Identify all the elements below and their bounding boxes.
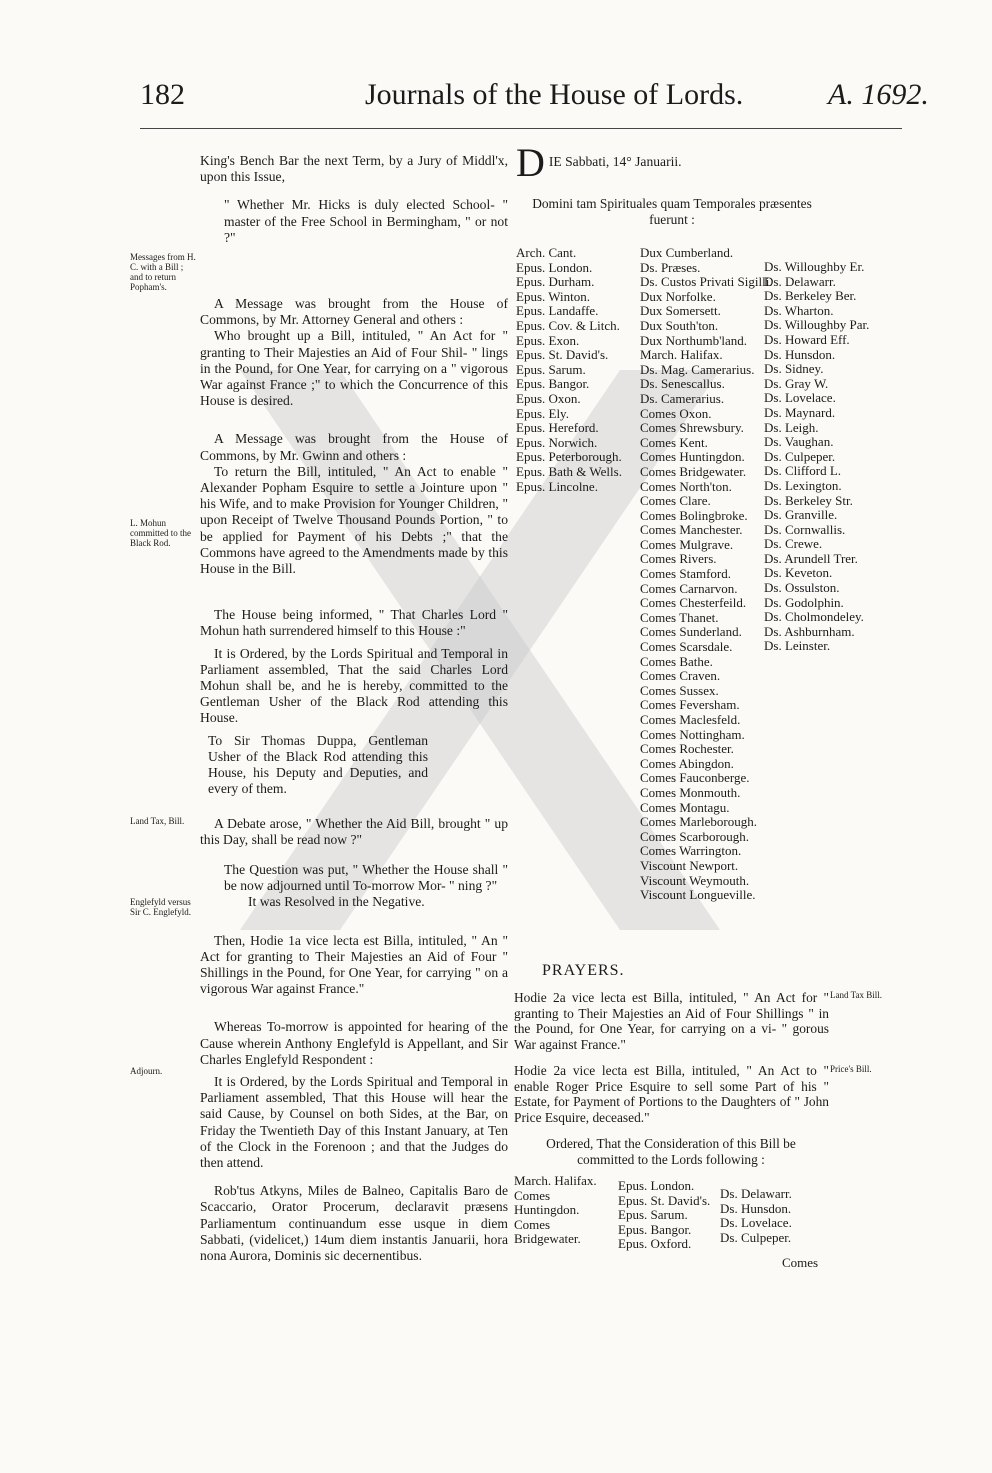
list-item: Comes Mulgrave.: [640, 536, 734, 552]
date-line: IE Sabbati, 14° Januarii.: [548, 154, 682, 169]
list-item: Ds. Wharton.: [764, 302, 834, 318]
paragraph: A Message was brought from the House of Commons, by Mr. Gwinn and others :: [200, 431, 508, 463]
bishops-list: [516, 246, 622, 494]
list-item: Comes Rochester.: [640, 741, 734, 757]
list-item: Epus. London.: [618, 1178, 695, 1193]
list-item: Ds. Delawarr.: [764, 273, 836, 289]
list-item: Comes Monmouth.: [640, 784, 741, 800]
list-item: Ds. Delawarr.: [720, 1186, 792, 1201]
margin-note-land-tax: Land Tax, Bill.: [130, 816, 185, 826]
list-item: Ds. Vaughan.: [764, 434, 834, 450]
list-item: Comes Abingdon.: [640, 755, 734, 771]
page-year: A. 1692.: [828, 78, 929, 111]
page-title: Journals of the House of Lords.: [365, 78, 744, 111]
list-item: Epus. Exon.: [516, 332, 580, 348]
list-item: Ds. Camerarius.: [640, 390, 725, 406]
list-item: Epus. Ely.: [516, 405, 569, 421]
list-item: Ds. Leinster.: [764, 638, 831, 654]
list-item: Ds. Leigh.: [764, 419, 819, 435]
list-item: Comes Kent.: [640, 434, 708, 450]
list-item: Epus. Cov. & Litch.: [516, 317, 620, 333]
paragraph: To Sir Thomas Duppa, Gentleman Usher of the Black Rod attending this House, his Deputy and Deputies, and every of them.: [208, 732, 428, 797]
list-item: Ds. Cornwallis.: [764, 521, 846, 537]
list-item: Epus. Durham.: [516, 274, 595, 290]
margin-note-mohun: L. Mohun committed to the Black Rod.: [130, 518, 191, 548]
list-item: Comes Bathe.: [640, 653, 713, 669]
list-item: Dux Norfolke.: [640, 288, 716, 304]
list-item: Epus. Bangor.: [516, 376, 590, 392]
prayers-heading: PRAYERS.: [542, 962, 625, 979]
page-number: 182: [140, 78, 185, 111]
list-item: Ds. Culpeper.: [764, 448, 836, 464]
paragraph: The House being informed, " That Charles Lord " Mohun hath surrendered himself to this House :": [200, 607, 508, 639]
list-item: Ds. Granville.: [764, 507, 838, 523]
list-item: Epus. Oxford.: [618, 1236, 692, 1252]
paragraph: Whereas To-morrow is appointed for hearing of the Cause wherein Anthony Englefyld is Appellant, and Sir Charles Englefyld Respondent :: [200, 1019, 508, 1067]
paragraph: Hodie 2a vice lecta est Billa, intituled, " An Act for " granting to Their Majesties an Aid of Four Shillings " in the Pound, for One Year, for carrying on a vi- " gorous War against France.": [514, 990, 829, 1052]
paragraph: Rob'tus Atkyns, Miles de Balneo, Capitalis Baro de Scaccario, Orator Procerum, declaravit præsens Parliamentum continuandum esse usque in diem Sabbati, (videlicet,) 14um diem instantis Januarii, hora nona Aurora, Dominis sic decernentibus.: [200, 1183, 508, 1263]
list-item: Epus. Winton.: [516, 288, 590, 304]
list-item: Dux Cumberland.: [640, 245, 734, 260]
list-item: Viscount Weymouth.: [640, 872, 750, 888]
list-item: Viscount Newport.: [640, 857, 739, 873]
margin-note-adjourn: Adjourn.: [130, 1066, 163, 1076]
list-item: Ds. Keveton.: [764, 565, 833, 581]
paragraph: " Whether Mr. Hicks is duly elected School- " master of the Free School in Bermingham, " or not ?": [224, 197, 508, 245]
margin-note-messages: Messages from H. C. with a Bill ; and to return Popham's.: [130, 252, 196, 292]
paragraph: It is Ordered, by the Lords Spiritual and Temporal in Parliament assembled, That the said Charles Lord Mohun shall be, and he is hereby, committed to the Gentleman Usher of the Black Rod attending this House.: [200, 645, 508, 726]
list-item: Ds. Berkeley Str.: [764, 492, 853, 508]
list-item: Viscount Longueville.: [640, 887, 756, 903]
list-item: Comes Nottingham.: [640, 726, 745, 742]
list-item: March. Halifax.: [514, 1173, 597, 1188]
list-item: Ds. Custos Privati Sigilli.: [640, 274, 773, 290]
barons-list: [764, 260, 869, 654]
list-item: Epus. Lincolne.: [516, 478, 598, 494]
list-item: Ds. Culpeper.: [720, 1229, 792, 1245]
list-item: Epus. Bangor.: [618, 1221, 692, 1237]
list-item: Comes Rivers.: [640, 551, 717, 567]
paragraph: Hodie 2a vice lecta est Billa, intituled, " An Act to " enable Roger Price Esquire to sell some Part of his " Estate, for Payment of Portions to the Daughters of " John Price Esquire, deceased.": [514, 1063, 829, 1125]
committee-column-3: [720, 1187, 792, 1245]
committee-column-2: [618, 1179, 710, 1252]
list-item: Comes Manchester.: [640, 522, 743, 538]
list-item: Ds. Hunsdon.: [720, 1200, 792, 1216]
list-item: Comes Carnarvon.: [640, 580, 738, 596]
list-item: Ds. Maynard.: [764, 404, 836, 420]
list-item: Ds. Godolphin.: [764, 594, 844, 610]
list-item: Comes Feversham.: [640, 697, 740, 713]
list-item: Comes Scarsdale.: [640, 639, 733, 655]
list-item: Comes Scarborough.: [640, 828, 750, 844]
list-item: Ds. Ossulston.: [764, 580, 840, 596]
list-item: Ds. Lovelace.: [720, 1215, 792, 1231]
paragraph: The Question was put, " Whether the House shall " be now adjourned until To-morrow Mor- " ning ?": [224, 861, 508, 894]
list-item: Comes Craven.: [640, 668, 721, 684]
list-item: Comes Huntingdon.: [514, 1187, 580, 1218]
list-item: March. Halifax.: [640, 347, 723, 363]
list-item: Ds. Præses.: [640, 259, 701, 275]
margin-note-price-bill: Price's Bill.: [830, 1064, 872, 1074]
paragraph: To return the Bill, intituled, " An Act to enable " Alexander Popham Esquire to settle a Jointure upon " his Wife, and to make Provision for Younger Children, " upon Receipt of Twelve Thousand Pounds Portion, " to be applied for Payment of his Debts ;" that the Commons have agreed to the Amendments made by this House in the Bill.: [200, 463, 508, 577]
list-item: Ds. Howard Eff.: [764, 331, 850, 347]
left-column: [200, 153, 508, 1264]
list-item: Comes Bridgewater.: [514, 1216, 581, 1247]
list-item: Comes Shrewsbury.: [640, 420, 744, 436]
list-item: Comes Clare.: [640, 493, 711, 509]
paragraph: It is Ordered, by the Lords Spiritual and Temporal in Parliament assembled, That this House will hear the said Cause, by Counsel on both Sides, at the Bar, on Friday the Twentieth Day of this Instant January, at Ten of the Clock in the Forenoon ; and that the Judges do then attend.: [200, 1073, 508, 1170]
list-item: Dux Northumb'land.: [640, 332, 748, 348]
list-item: Ds. Berkeley Ber.: [764, 288, 857, 304]
list-item: Comes Huntingdon.: [640, 449, 745, 465]
list-item: Epus. Oxon.: [516, 390, 581, 406]
drop-cap: D: [516, 140, 545, 185]
list-item: Ds. Crewe.: [764, 536, 823, 552]
list-item: Ds. Mag. Camerarius.: [640, 361, 755, 377]
list-item: Ds. Ashburnham.: [764, 623, 855, 639]
list-item: Epus. Hereford.: [516, 420, 599, 436]
header-rule: [140, 128, 902, 129]
list-item: Comes Sunderland.: [640, 624, 742, 640]
list-item: Epus. St. David's.: [516, 347, 609, 363]
list-item: Dux Somersett.: [640, 303, 721, 319]
margin-note-englefyld: Englefyld versus Sir C. Englefyld.: [130, 897, 191, 917]
paragraph: Ordered, That the Consideration of this Bill be committed to the Lords following :: [546, 1136, 796, 1167]
list-item: Ds. Sidney.: [764, 361, 824, 377]
list-item: Ds. Senescallus.: [640, 376, 725, 392]
list-item: Comes Thanet.: [640, 609, 719, 625]
list-item: Comes Bolingbroke.: [640, 507, 748, 523]
paragraph: A Message was brought from the House of Commons, by Mr. Attorney General and others :: [200, 296, 508, 328]
list-item: Ds. Willoughby Par.: [764, 317, 870, 333]
list-item: Comes Marleborough.: [640, 814, 757, 830]
list-item: Dux South'ton.: [640, 317, 719, 333]
committee-column-1: [514, 1174, 614, 1247]
list-item: Ds. Arundell Trer.: [764, 550, 858, 566]
list-item: Comes Bridgewater.: [640, 463, 747, 479]
list-item: Comes North'ton.: [640, 478, 732, 494]
list-item: Comes Fauconberge.: [640, 770, 750, 786]
list-item: Comes Warrington.: [640, 843, 742, 859]
list-item: Epus. Peterborough.: [516, 449, 622, 465]
list-item: Ds. Hunsdon.: [764, 346, 836, 362]
list-item: Epus. Sarum.: [618, 1207, 688, 1223]
peers-list: [640, 246, 773, 903]
list-item: Epus. Sarum.: [516, 361, 586, 377]
list-item: Comes Maclesfeld.: [640, 712, 741, 727]
list-item: Ds. Gray W.: [764, 375, 829, 391]
date-heading: [516, 140, 846, 185]
paragraph: King's Bench Bar the next Term, by a Jury of Middl'x, upon this Issue,: [200, 153, 508, 185]
paragraph: Then, Hodie 1a vice lecta est Billa, intituled, " An " Act for granting to Their Majesties an Aid of Four " Shillings in the Pound, for One Year, for carrying " on a vigorous War against France.": [200, 932, 508, 997]
list-item: Ds. Lexington.: [764, 477, 842, 493]
list-item: Arch. Cant.: [516, 245, 577, 260]
list-item: Ds. Willoughby Er.: [764, 259, 865, 274]
list-item: Comes Chesterfeild.: [640, 595, 747, 611]
list-item: Ds. Clifford L.: [764, 463, 842, 479]
list-item: Comes Montagu.: [640, 799, 730, 815]
paragraph: It was Resolved in the Negative.: [248, 894, 425, 910]
list-item: Comes Sussex.: [640, 682, 719, 698]
list-item: Epus. London.: [516, 259, 593, 275]
margin-note-land-tax-bill: Land Tax Bill.: [830, 990, 882, 1000]
list-item: Epus. Bath & Wells.: [516, 463, 622, 479]
list-item: Epus. Landaffe.: [516, 303, 599, 319]
paragraph: A Debate arose, " Whether the Aid Bill, brought " up this Day, shall be read now ?": [200, 815, 508, 847]
list-item: Comes Stamford.: [640, 566, 731, 582]
present-heading: Domini tam Spirituales quam Temporales præsentes fuerunt :: [532, 196, 812, 227]
list-item: Ds. Cholmondeley.: [764, 609, 864, 625]
list-item: Epus. St. David's.: [618, 1192, 711, 1208]
list-item: Ds. Lovelace.: [764, 390, 836, 406]
catchword: Comes: [782, 1255, 819, 1270]
list-item: Epus. Norwich.: [516, 434, 598, 450]
list-item: Comes Oxon.: [640, 405, 712, 421]
paragraph: Who brought up a Bill, intituled, " An Act for " granting to Their Majesties an Aid of Four Shil- " lings in the Pound, for One Year, for carrying on a " vigorous War against France ;" to which the Concurrence of this House is desired.: [200, 328, 508, 409]
